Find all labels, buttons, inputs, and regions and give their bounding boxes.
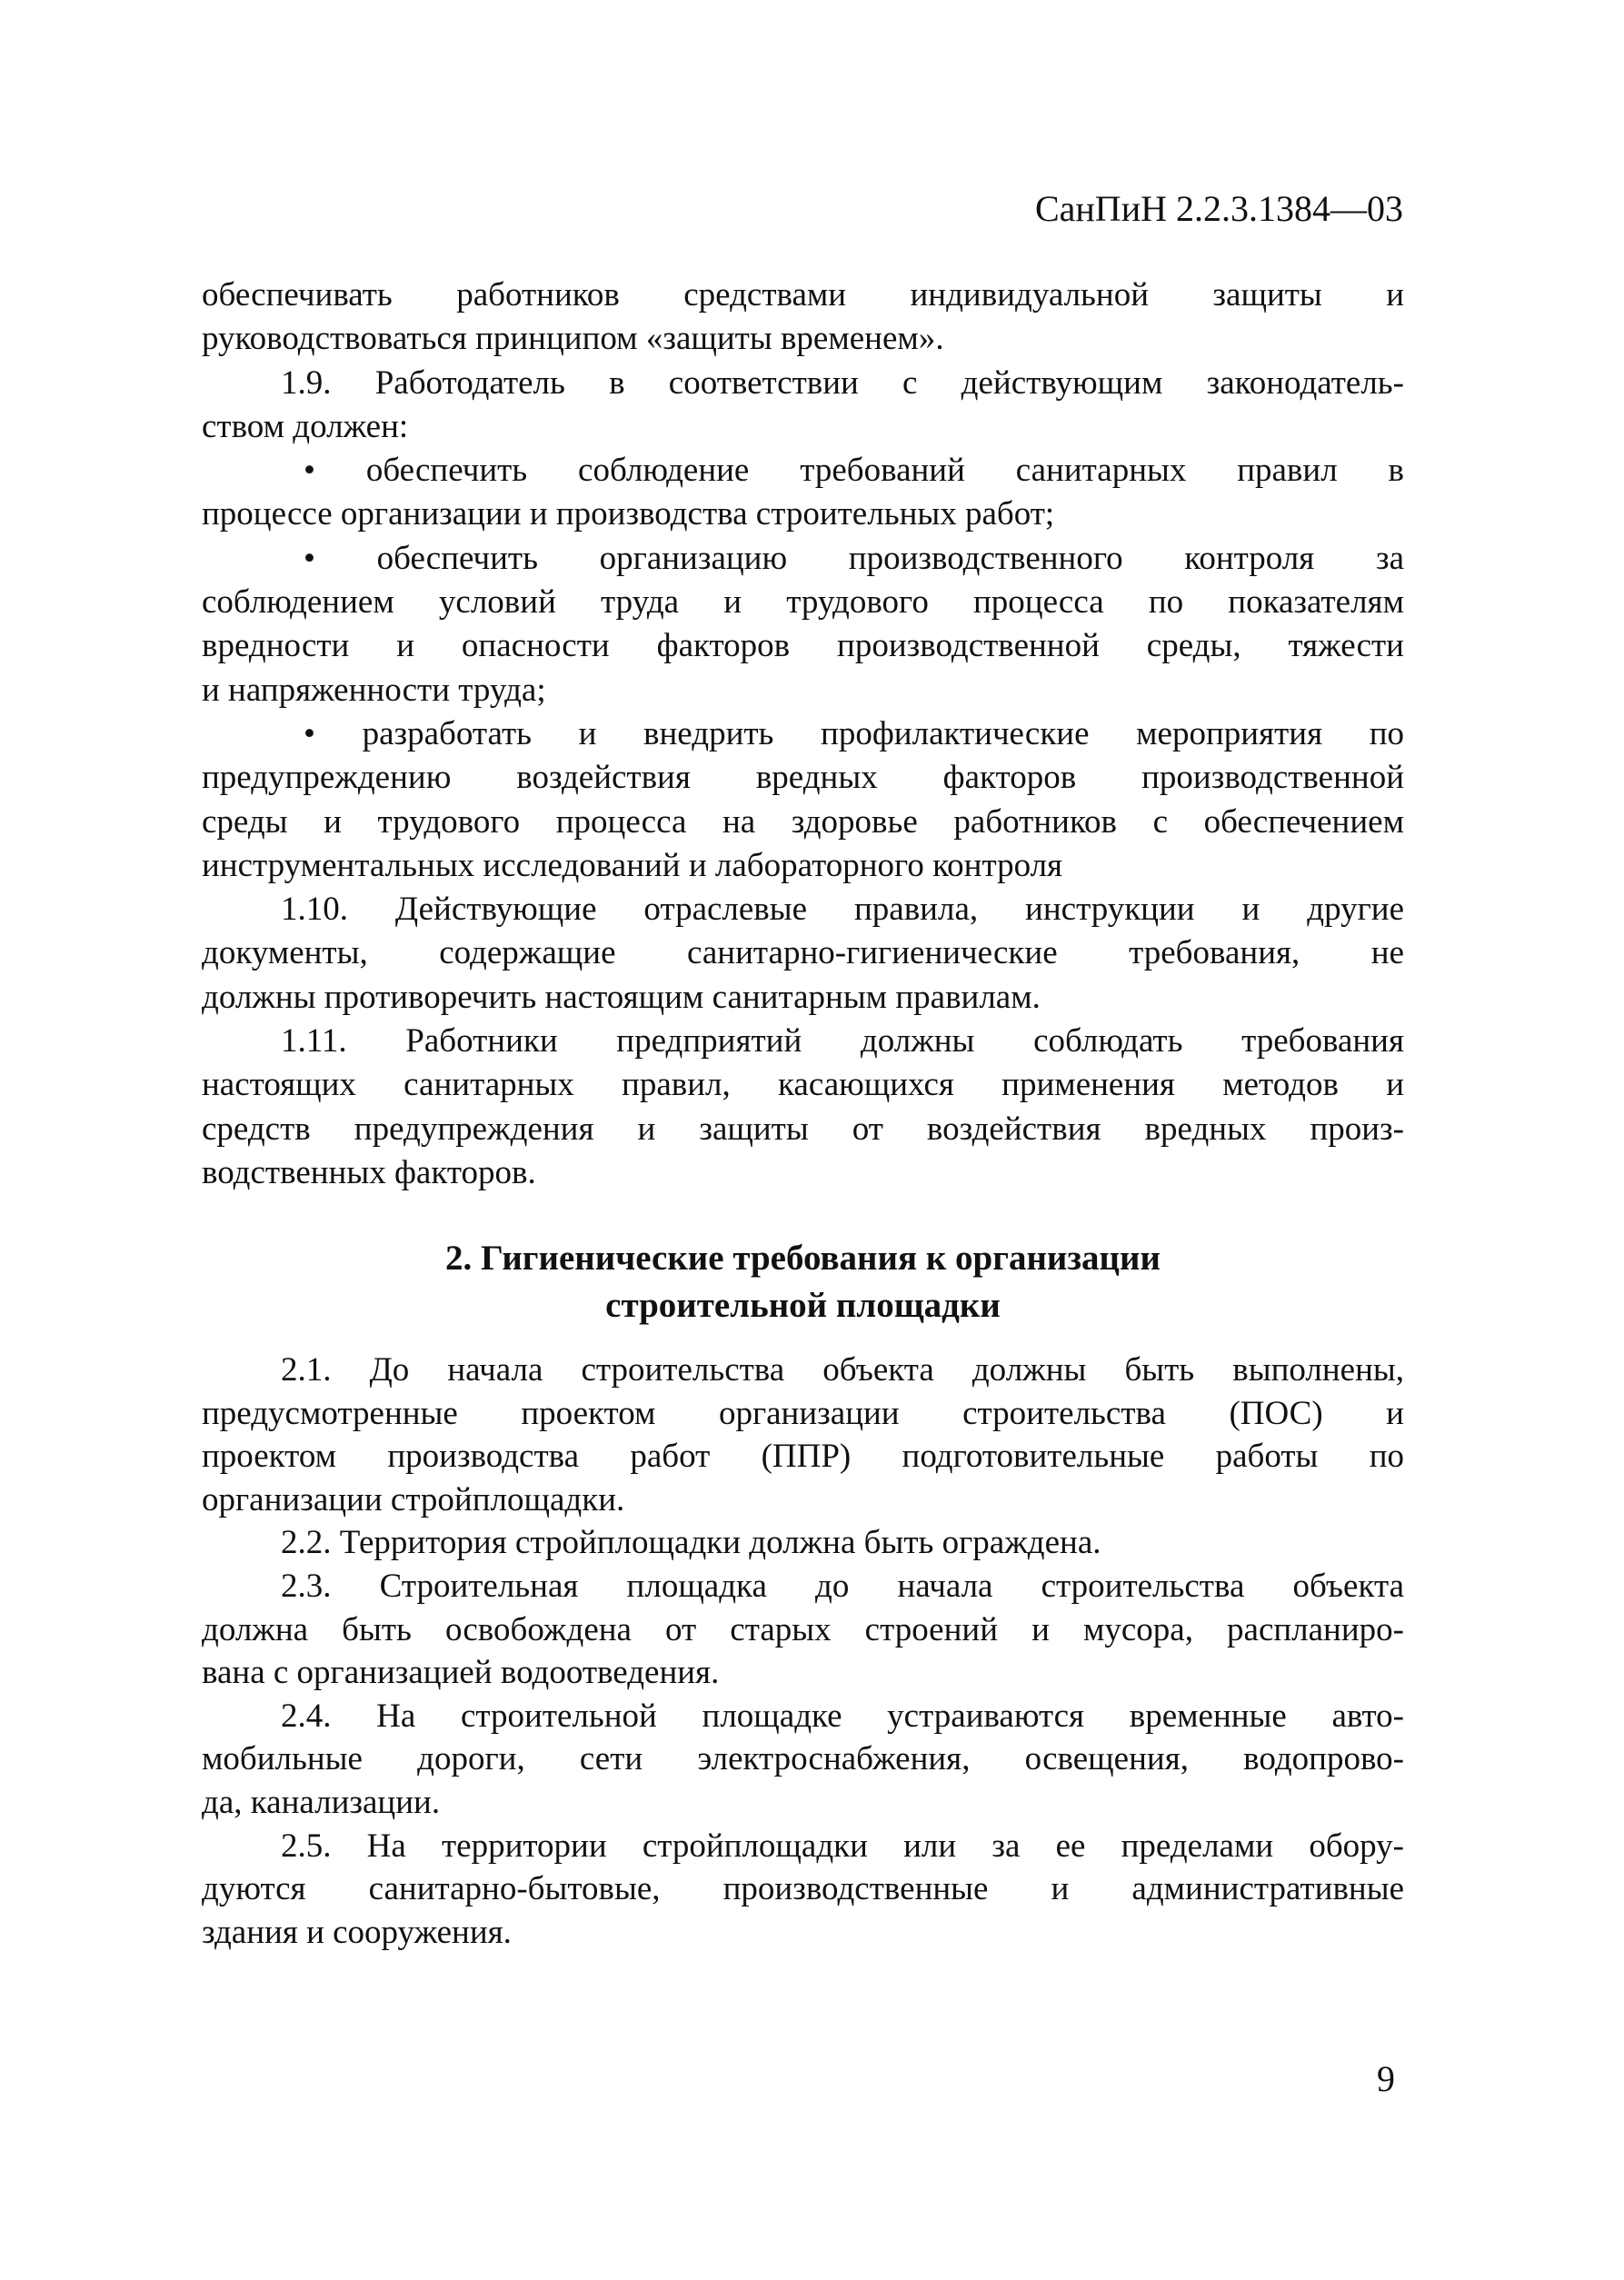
heading-line: строительной площадки	[605, 1286, 1001, 1325]
text-line: должны противоречить настоящим санитарным правилам.	[202, 978, 1041, 1016]
text-line: и напряженности труда;	[202, 671, 546, 709]
paragraph	[202, 1020, 1404, 1195]
running-header: СанПиН 2.2.3.1384—03	[1034, 188, 1403, 229]
text-line: • обеспечить организацию производственного контроля за	[304, 539, 1404, 577]
text-line: • обеспечить соблюдение требований санитарных правил в	[304, 452, 1404, 490]
text-line: обеспечивать работников средствами индивидуальной защиты и	[202, 276, 1404, 314]
text-line: соблюдением условий труда и трудового процесса по показателям	[202, 583, 1404, 622]
text-line: проектом производства работ (ППР) подготовительные работы по	[202, 1438, 1404, 1476]
text-line: 2.3. Строительная площадка до начала строительства объекта	[281, 1567, 1404, 1605]
text-line: 2.2. Территория стройплощадки должна быть ограждена.	[281, 1524, 1101, 1562]
text-line: документы, содержащие санитарно-гигиенические требования, не	[202, 934, 1404, 972]
text-line: дуются санитарно-бытовые, производственные и административные	[202, 1870, 1404, 1908]
text-line: процессе организации и производства строительных работ;	[202, 495, 1055, 533]
heading-line: 2. Гигиенические требования к организации	[445, 1239, 1161, 1278]
text-line: 2.4. На строительной площадке устраиваются временные авто-	[281, 1697, 1404, 1735]
paragraph	[202, 888, 1404, 1020]
text-line: вана с организацией водоотведения.	[202, 1654, 720, 1692]
body-section-1	[202, 274, 1404, 1195]
bullet-item	[202, 712, 1404, 888]
text-line: 2.5. На территории стройплощадки или за ее пределами обору-	[281, 1827, 1404, 1865]
text-line: 2.1. До начала строительства объекта должны быть выполнены,	[281, 1351, 1404, 1389]
text-line: организации стройплощадки.	[202, 1480, 625, 1518]
text-line: 1.10. Действующие отраслевые правила, инструкции и другие	[281, 891, 1404, 929]
bullet-item	[202, 449, 1404, 537]
text-line: инструментальных исследований и лабораторного контроля	[202, 846, 1063, 884]
text-line: водственных факторов.	[202, 1153, 536, 1191]
text-line: да, канализации.	[202, 1783, 441, 1821]
paragraph	[202, 1565, 1404, 1695]
text-line: должна быть освобождена от старых строений и мусора, распланиро-	[202, 1610, 1404, 1648]
text-line: среды и трудового процесса на здоровье работников с обеспечением	[202, 802, 1404, 841]
text-line: здания и сооружения.	[202, 1913, 512, 1951]
paragraph	[202, 1695, 1404, 1825]
paragraph	[202, 274, 1404, 362]
text-line: 1.11. Работники предприятий должны соблюдать требования	[281, 1022, 1404, 1060]
page-number: 9	[1377, 2058, 1395, 2099]
paragraph	[202, 1825, 1404, 1955]
text-line: вредности и опасности факторов производственной среды, тяжести	[202, 627, 1404, 665]
text-line: ством должен:	[202, 407, 409, 445]
text-line: средств предупреждения и защиты от воздействия вредных произ-	[202, 1110, 1404, 1148]
section-heading	[202, 1235, 1404, 1329]
text-line: предусмотренные проектом организации строительства (ПОС) и	[202, 1394, 1404, 1432]
text-line: мобильные дороги, сети электроснабжения, освещения, водопрово-	[202, 1740, 1404, 1778]
paragraph	[202, 1349, 1404, 1521]
bullet-item	[202, 537, 1404, 712]
body-section-2	[202, 1349, 1404, 1954]
text-line: • разработать и внедрить профилактические мероприятия по	[304, 714, 1404, 752]
text-line: 1.9. Работодатель в соответствии с действующим законодатель-	[281, 363, 1404, 402]
paragraph	[202, 362, 1404, 450]
text-line: предупреждению воздействия вредных факторов производственной	[202, 759, 1404, 797]
text-line: руководствоваться принципом «защиты временем».	[202, 320, 944, 358]
paragraph	[202, 1521, 1404, 1565]
text-line: настоящих санитарных правил, касающихся применения методов и	[202, 1066, 1404, 1104]
